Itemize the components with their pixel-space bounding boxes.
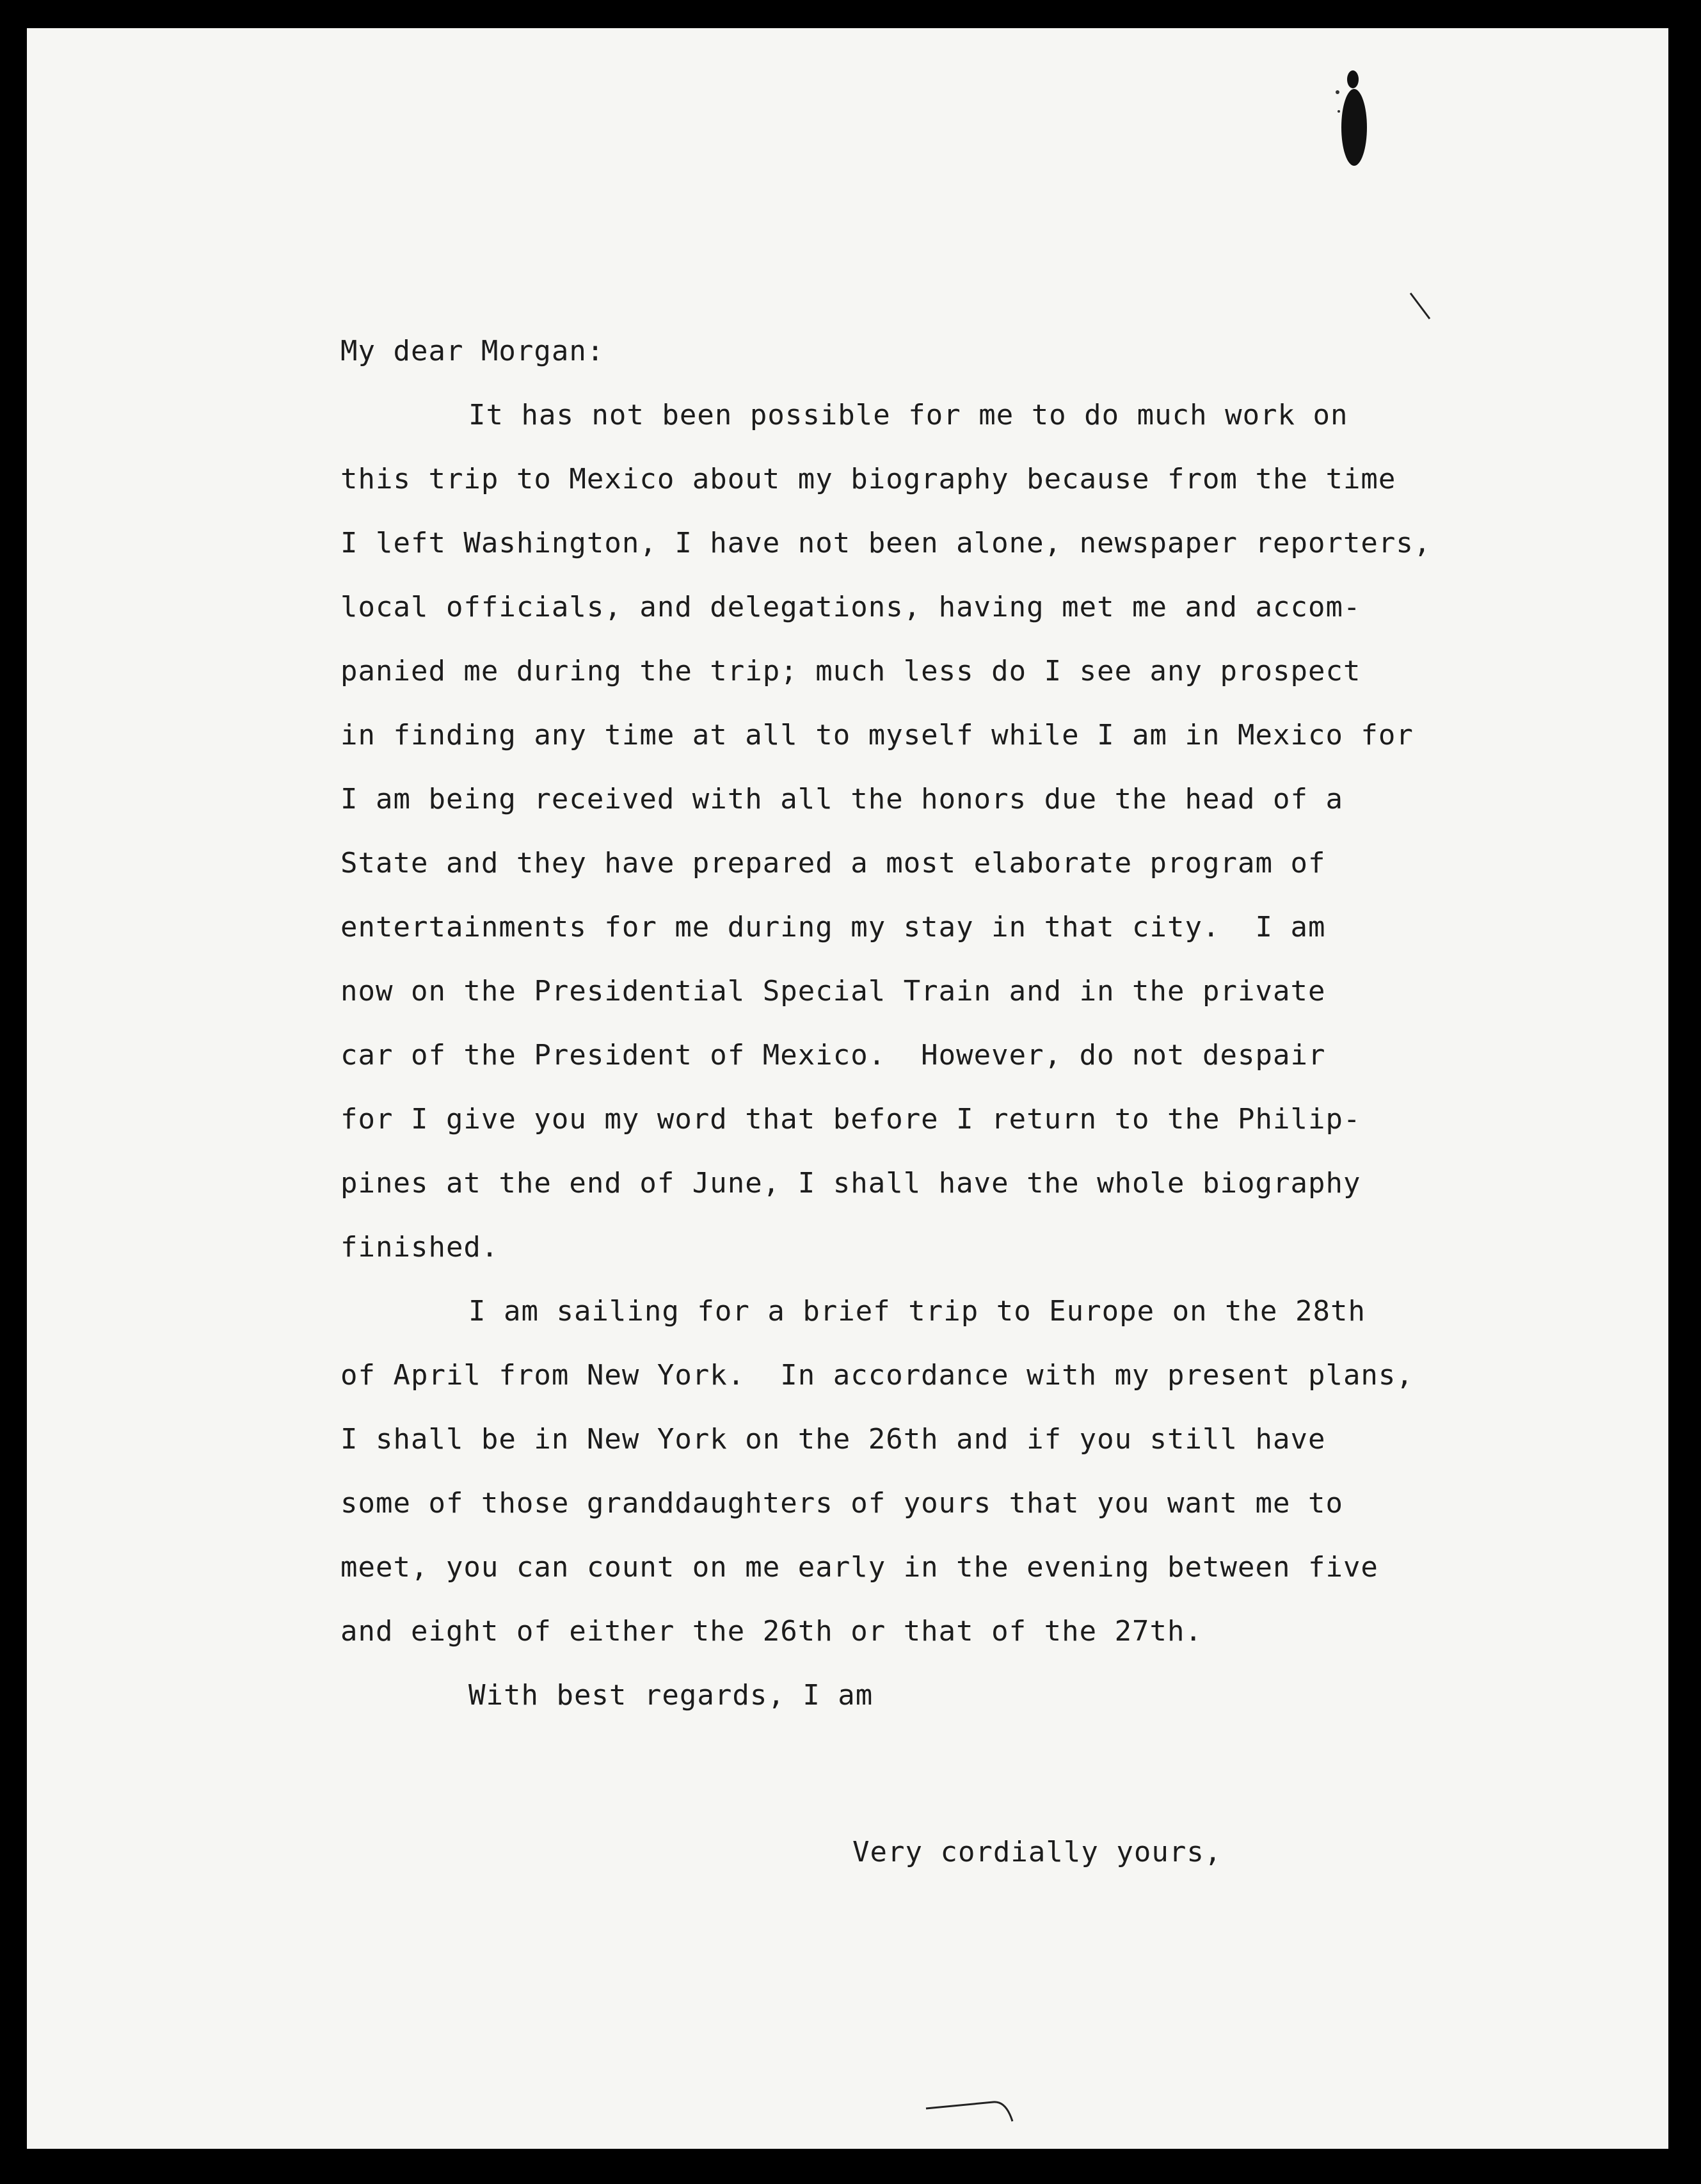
text-line: entertainments for me during my stay in that city. I am <box>340 911 1326 943</box>
text-line: I am being received with all the honors due the head of a <box>340 783 1343 815</box>
paragraph-2 <box>340 1280 1588 1664</box>
text-line: this trip to Mexico about my biography because from the time <box>340 463 1396 495</box>
text-line: of April from New York. In accordance with my present plans, <box>340 1359 1414 1392</box>
text-line: in finding any time at all to myself while I am in Mexico for <box>340 719 1414 751</box>
scan-artifact-tick <box>1408 291 1433 323</box>
scan-artifact-bottom-stroke <box>923 2089 1032 2128</box>
letter-body <box>340 319 1588 1884</box>
text-line: now on the Presidential Special Train and in the private <box>340 975 1326 1008</box>
ink-smudge <box>1332 67 1371 182</box>
text-line: and eight of either the 26th or that of the 27th. <box>340 1615 1203 1648</box>
text-line: for I give you my word that before I return to the Philip- <box>340 1103 1361 1136</box>
salutation: My dear Morgan: <box>340 335 605 367</box>
text-line: State and they have prepared a most elaborate program of <box>340 847 1326 879</box>
complimentary-close: Very cordially yours, <box>852 1836 1222 1868</box>
text-line: meet, you can count on me early in the evening between five <box>340 1551 1378 1584</box>
text-line: car of the President of Mexico. However, do not despair <box>340 1039 1326 1072</box>
text-line: local officials, and delegations, having met me and accom- <box>340 591 1361 623</box>
text-line: I am sailing for a brief trip to Europe on the 28th <box>468 1295 1366 1328</box>
letter-page <box>27 28 1668 2149</box>
text-line: It has not been possible for me to do much work on <box>468 399 1348 431</box>
text-line: pines at the end of June, I shall have the whole biography <box>340 1167 1361 1200</box>
text-line: finished. <box>340 1231 499 1264</box>
closing-gap <box>340 1728 1588 1820</box>
text-line: panied me during the trip; much less do I see any prospect <box>340 655 1361 687</box>
paragraph-3 <box>340 1664 1588 1728</box>
paragraph-1 <box>340 383 1588 1280</box>
text-line: some of those granddaughters of yours that you want me to <box>340 1487 1343 1520</box>
text-line: I shall be in New York on the 26th and if you still have <box>340 1423 1326 1456</box>
text-line: With best regards, I am <box>468 1679 874 1712</box>
text-line: I left Washington, I have not been alone, newspaper reporters, <box>340 527 1432 559</box>
